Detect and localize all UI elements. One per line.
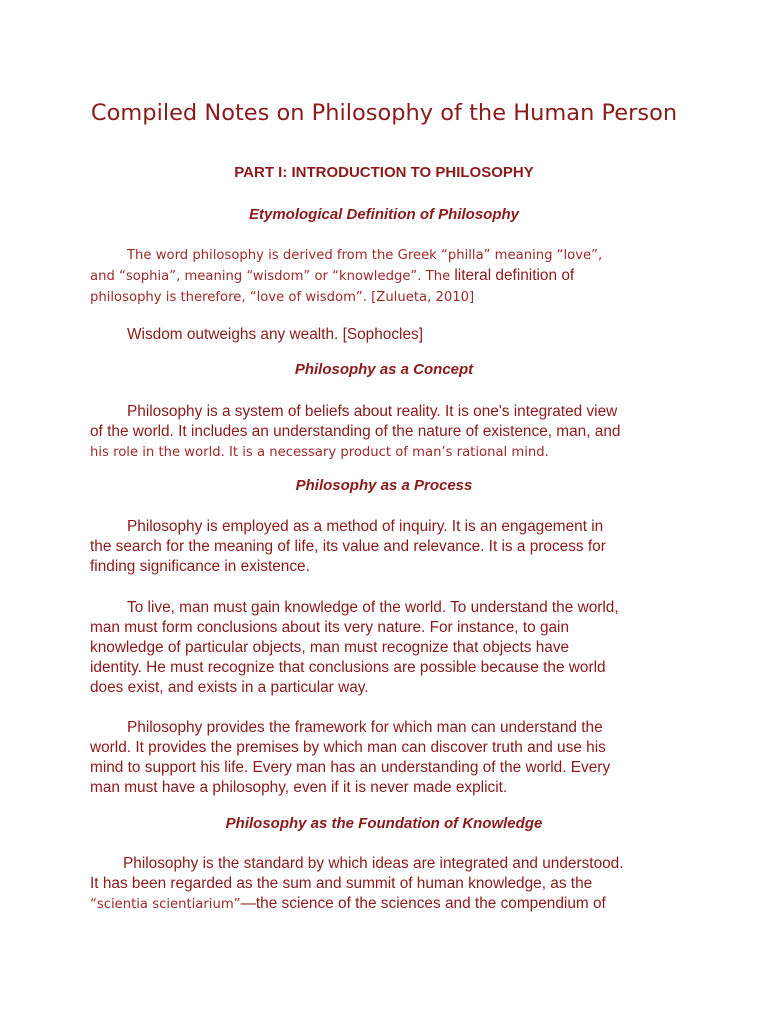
text-line: “scientia scientiarium” [90, 897, 241, 912]
text-line: —the science of the sciences and the compendium of [240, 895, 606, 912]
text-line: man must form conclusions about its very nature. For instance, to gain [90, 619, 570, 636]
paragraph-process-2 [90, 598, 690, 698]
section-heading-concept: Philosophy as a Concept [294, 361, 474, 378]
part-heading: PART I: INTRODUCTION TO PHILOSOPHY [234, 164, 534, 181]
text-line: The word philosophy is derived from the Greek “philla” meaning “love”, [127, 248, 603, 263]
text-line: Philosophy is a system of beliefs about reality. It is one's integrated view [127, 403, 618, 420]
text-line: To live, man must gain knowledge of the world. To understand the world, [127, 599, 619, 616]
text-line: of the world. It includes an understanding of the nature of existence, man, and [90, 423, 621, 440]
text-line: man must have a philosophy, even if it is never made explicit. [90, 779, 508, 796]
text-line: literal definition of [454, 267, 575, 284]
text-line: and “sophia”, meaning “wisdom” or “knowledge”. The [90, 269, 455, 284]
section-heading-process: Philosophy as a Process [295, 477, 473, 494]
text-line: does exist, and exists in a particular way. [90, 679, 369, 696]
text-line: his role in the world. It is a necessary product of man’s rational mind. [90, 445, 549, 460]
paragraph-quote [90, 325, 690, 345]
text-line: finding significance in existence. [90, 558, 310, 575]
section-heading-foundation: Philosophy as the Foundation of Knowledge [225, 815, 543, 832]
paragraph-foundation [90, 854, 690, 915]
paragraph-process-3 [90, 718, 690, 798]
paragraph-concept [90, 402, 690, 463]
text-line: identity. He must recognize that conclusions are possible because the world [90, 659, 606, 676]
section-heading-etymology: Etymological Definition of Philosophy [248, 206, 519, 223]
text-line: mind to support his life. Every man has an understanding of the world. Every [90, 759, 611, 776]
document-title: Compiled Notes on Philosophy of the Human Person [90, 100, 678, 126]
quote-text: Wisdom outweighs any wealth. [Sophocles] [127, 326, 423, 343]
paragraph-process-1 [90, 517, 690, 577]
text-line: knowledge of particular objects, man must recognize that objects have [90, 639, 570, 656]
text-line: It has been regarded as the sum and summit of human knowledge, as the [90, 875, 593, 892]
text-line: philosophy is therefore, “love of wisdom”. [Zulueta, 2010] [90, 290, 475, 305]
text-line: Philosophy is employed as a method of inquiry. It is an engagement in [127, 518, 604, 535]
text-line: world. It provides the premises by which man can discover truth and use his [90, 739, 606, 756]
text-line: the search for the meaning of life, its value and relevance. It is a process for [90, 538, 606, 555]
text-line: Philosophy is the standard by which ideas are integrated and understood. [123, 855, 624, 872]
text-line: Philosophy provides the framework for which man can understand the [127, 719, 603, 736]
paragraph-etymology [90, 245, 690, 308]
